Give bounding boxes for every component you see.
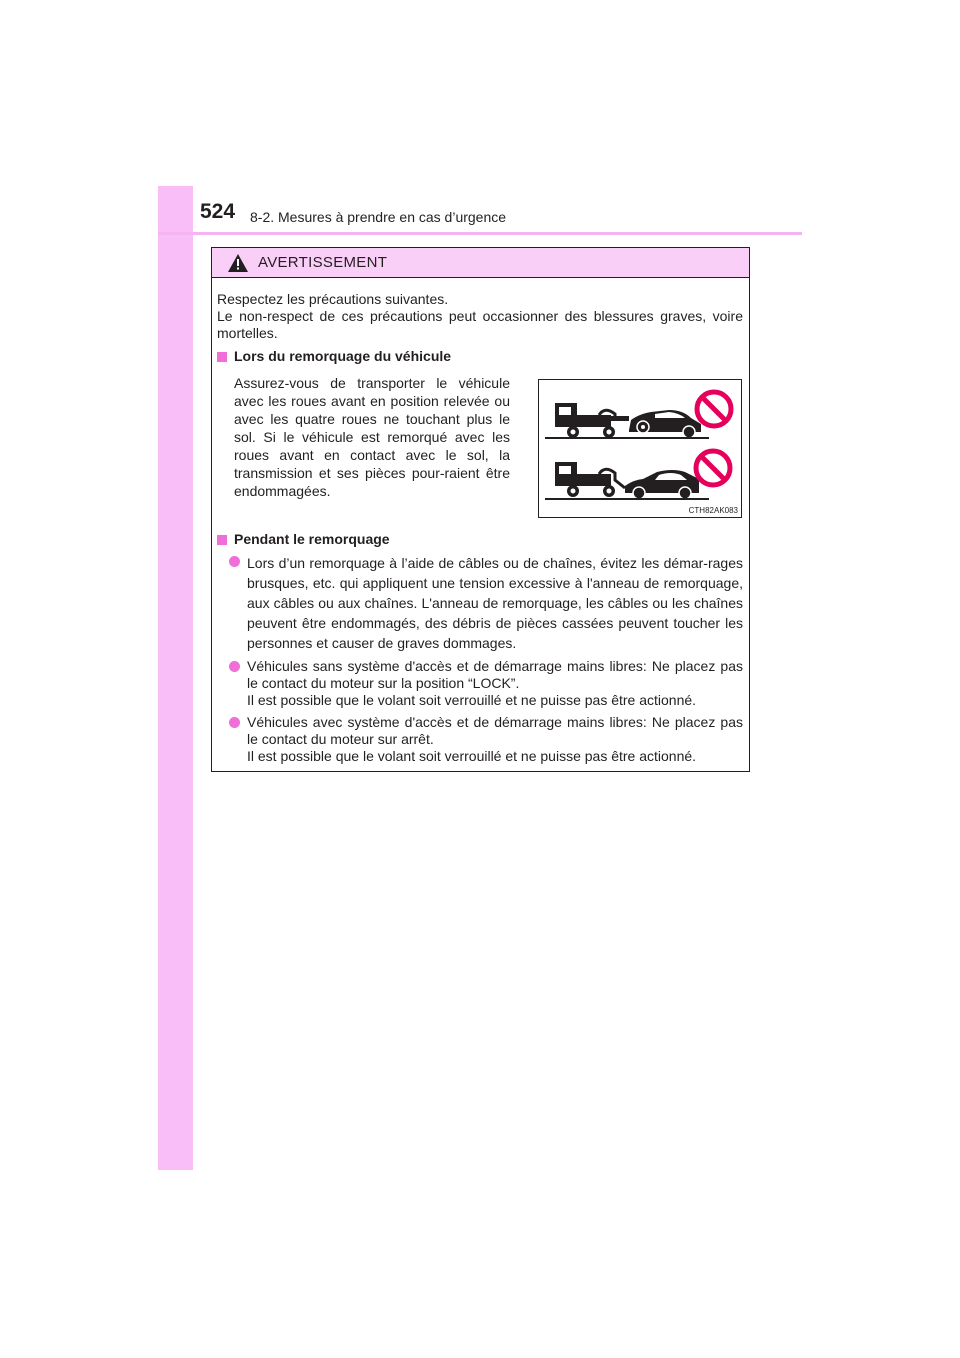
- prohibition-icon: [697, 392, 731, 426]
- section-title: 8-2. Mesures à prendre en cas d’urgence: [250, 209, 507, 225]
- circle-bullet-icon: [229, 661, 240, 672]
- during-towing-heading-label: Pendant le remorquage: [234, 531, 390, 547]
- tow-truck-icon: [555, 462, 625, 497]
- figure-code: CTH82AK083: [688, 506, 738, 515]
- side-margin-strip: [158, 186, 193, 1170]
- during-towing-list: [217, 553, 743, 765]
- list-item: [217, 553, 743, 653]
- towing-vehicle-heading-label: Lors du remorquage du véhicule: [234, 348, 452, 364]
- square-bullet-icon: [217, 535, 227, 545]
- car-icon: [625, 470, 699, 499]
- list-item-main: Véhicules sans système d'accès et de démarrage mains libres: Ne placez pas le contact du moteur sur la position “LOCK”.: [247, 658, 743, 691]
- list-item-text: [247, 714, 743, 765]
- towing-illustration: [538, 379, 742, 518]
- square-bullet-icon: [217, 352, 227, 362]
- intro-line-1: Respectez les précautions suivantes.: [217, 291, 449, 307]
- circle-bullet-icon: [229, 556, 240, 567]
- list-item: [217, 714, 743, 765]
- towing-vehicle-text: Assurez-vous de transporter le véhicule avec les roues avant en position relevée ou avec les quatre roues ne touchant plus le sol. Si le véhicule est remorqué avec les roues avant en contact avec le sol, la transmission et ses pièces pour-raient être endommagées.: [234, 375, 510, 499]
- warning-intro: [217, 291, 743, 342]
- list-item-main: Véhicules avec système d'accès et de démarrage mains libres: Ne placez pas le contact du moteur sur arrêt.: [247, 714, 743, 747]
- warning-header: [212, 248, 749, 278]
- towing-vehicle-heading: [217, 348, 743, 365]
- tow-truck-icon: [555, 403, 629, 438]
- prohibition-icon: [696, 451, 730, 485]
- list-item-note: Il est possible que le volant soit verrouillé et ne puisse pas être actionné.: [247, 692, 697, 708]
- circle-bullet-icon: [229, 717, 240, 728]
- page-number: 524: [200, 200, 236, 223]
- intro-line-2: Le non-respect de ces précautions peut occasionner des blessures graves, voire mortelles.: [217, 308, 743, 341]
- during-towing-heading: [217, 531, 743, 548]
- list-item: [217, 658, 743, 709]
- warning-triangle-icon: [228, 254, 248, 272]
- list-item-note: Il est possible que le volant soit verrouillé et ne puisse pas être actionné.: [247, 748, 697, 764]
- warning-box: [211, 247, 750, 772]
- towing-illustration-graphic: [539, 380, 741, 517]
- warning-body: [212, 278, 749, 765]
- header-rule: [158, 232, 802, 235]
- list-item-text: [247, 658, 743, 709]
- towing-vehicle-section: [217, 374, 743, 518]
- list-item-text: Lors d’un remorquage à l’aide de câbles ou de chaînes, évitez les démar-rages brusques, etc. qui appliquent une tension excessive à l'anneau de remorquage, aux câbles ou aux chaînes. L'anneau de remorquage, les câbles ou les chaînes peuvent être endommagés, des débris de pièces cassées peuvent toucher les personnes et causer de graves dommages.: [247, 555, 743, 651]
- warning-title: AVERTISSEMENT: [258, 254, 388, 271]
- car-icon: [629, 410, 701, 438]
